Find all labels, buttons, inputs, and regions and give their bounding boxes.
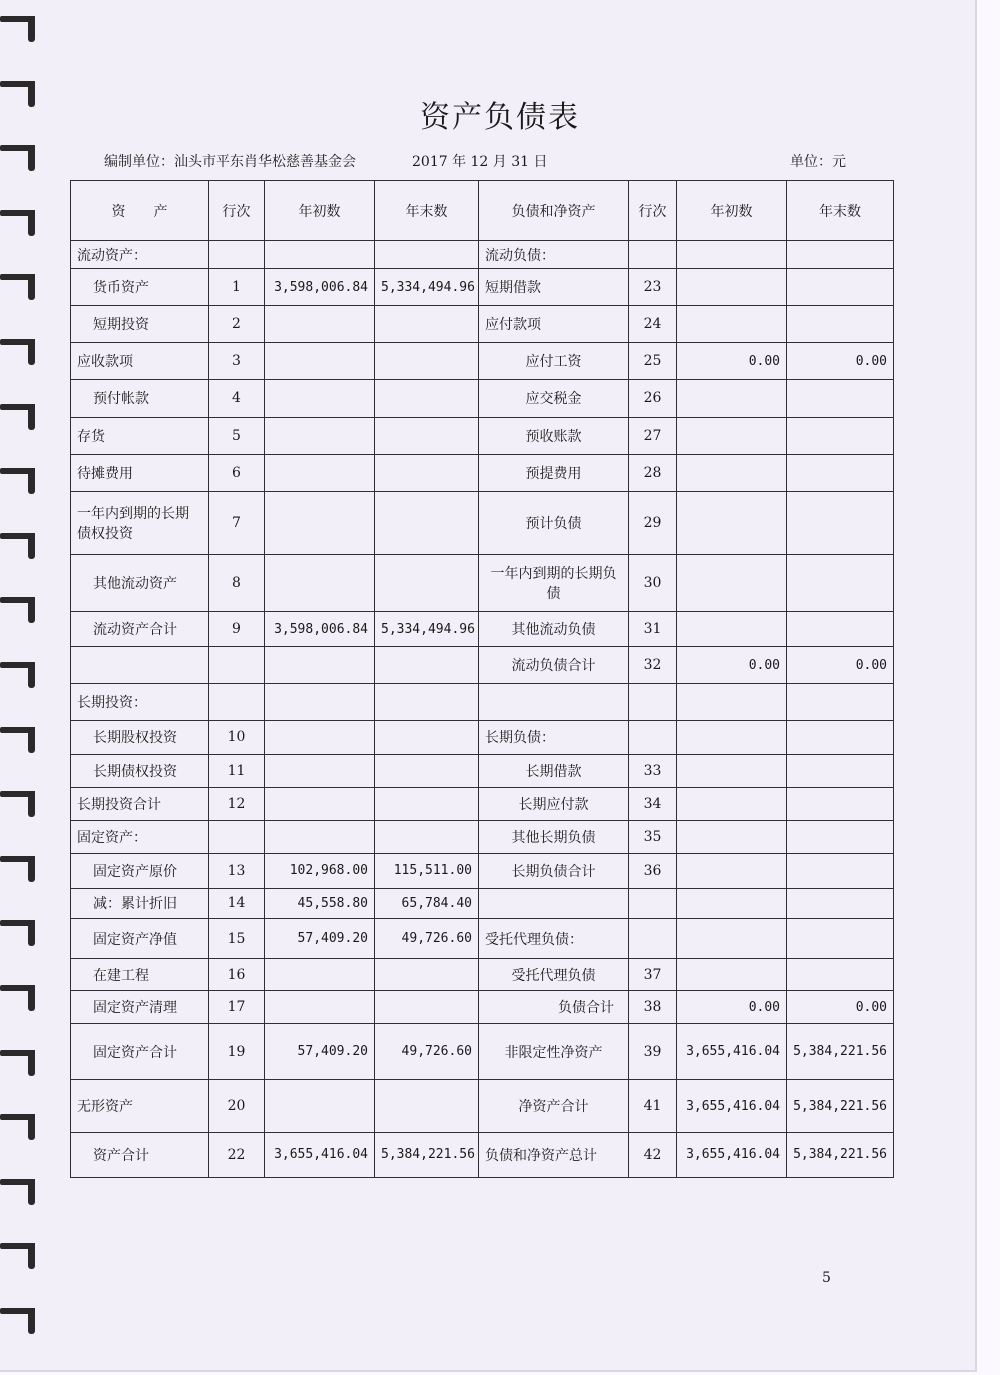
asset-end: 5,334,494.96 (375, 269, 479, 306)
liability-begin: 3,655,416.04 (677, 1080, 787, 1132)
liability-end (787, 417, 894, 454)
table-row (71, 417, 894, 454)
liability-begin (677, 684, 787, 721)
asset-row-no (209, 820, 265, 853)
table-row (71, 1132, 894, 1177)
asset-end (375, 754, 479, 787)
asset-label: 货币资产 (71, 269, 209, 306)
liability-end (787, 820, 894, 853)
asset-label: 资产合计 (71, 1132, 209, 1177)
asset-begin (265, 1080, 375, 1132)
liability-label: 非限定性净资产 (479, 1024, 629, 1080)
page-title: 资产负债表 (420, 100, 580, 135)
liability-begin (677, 959, 787, 991)
liability-row-no: 30 (629, 554, 677, 611)
liability-label (479, 684, 629, 721)
liability-begin (677, 820, 787, 853)
asset-row-no (209, 684, 265, 721)
binding-ring (0, 16, 36, 30)
asset-begin: 3,655,416.04 (265, 1132, 375, 1177)
asset-end (375, 554, 479, 611)
liability-label: 流动负债合计 (479, 647, 629, 684)
liability-row-no: 24 (629, 306, 677, 343)
binding-ring (0, 727, 36, 741)
asset-row-no: 19 (209, 1024, 265, 1080)
asset-begin (265, 491, 375, 554)
table-row (71, 754, 894, 787)
binding-ring (0, 404, 36, 418)
asset-row-no: 4 (209, 380, 265, 417)
header-liabilities: 负债和净资产 (479, 181, 629, 241)
asset-label: 流动资产合计 (71, 612, 209, 647)
spiral-binding (0, 0, 50, 1375)
header-end: 年末数 (787, 181, 894, 241)
liability-label: 受托代理负债： (479, 919, 629, 959)
liability-label: 预计负债 (479, 491, 629, 554)
liability-begin (677, 721, 787, 754)
liability-label: 长期应付款 (479, 787, 629, 820)
liability-row-no: 42 (629, 1132, 677, 1177)
liability-label: 应付款项 (479, 306, 629, 343)
asset-end: 49,726.60 (375, 919, 479, 959)
header-row-no: 行次 (209, 181, 265, 241)
liability-row-no: 26 (629, 380, 677, 417)
asset-label: 一年内到期的长期债权投资 (71, 491, 209, 554)
liability-begin (677, 754, 787, 787)
asset-label: 无形资产 (71, 1080, 209, 1132)
table-row (71, 721, 894, 754)
asset-begin: 3,598,006.84 (265, 612, 375, 647)
asset-row-no: 11 (209, 754, 265, 787)
liability-end (787, 787, 894, 820)
asset-end (375, 820, 479, 853)
liability-begin (677, 612, 787, 647)
liability-begin (677, 306, 787, 343)
binding-ring (0, 791, 36, 805)
asset-label: 固定资产原价 (71, 853, 209, 888)
liability-label: 流动负债： (479, 241, 629, 269)
header-end: 年末数 (375, 181, 479, 241)
binding-ring (0, 597, 36, 611)
asset-label: 在建工程 (71, 959, 209, 991)
binding-ring (0, 662, 36, 676)
asset-begin (265, 787, 375, 820)
asset-row-no: 6 (209, 454, 265, 491)
liability-end (787, 754, 894, 787)
liability-begin (677, 491, 787, 554)
liability-begin: 3,655,416.04 (677, 1132, 787, 1177)
asset-end (375, 454, 479, 491)
asset-label: 存货 (71, 417, 209, 454)
liability-end (787, 491, 894, 554)
binding-ring (0, 1243, 36, 1257)
asset-label: 应收款项 (71, 343, 209, 380)
asset-label: 短期投资 (71, 306, 209, 343)
asset-label: 固定资产： (71, 820, 209, 853)
binding-ring (0, 1179, 36, 1193)
asset-begin: 102,968.00 (265, 853, 375, 888)
liability-end: 0.00 (787, 991, 894, 1024)
asset-end: 49,726.60 (375, 1024, 479, 1080)
liability-label: 净资产合计 (479, 1080, 629, 1132)
asset-begin (265, 820, 375, 853)
header-assets: 资 产 (71, 181, 209, 241)
asset-label: 长期投资合计 (71, 787, 209, 820)
header-row-no: 行次 (629, 181, 677, 241)
asset-begin (265, 991, 375, 1024)
liability-row-no: 37 (629, 959, 677, 991)
asset-end (375, 787, 479, 820)
liability-label: 负债和净资产总计 (479, 1132, 629, 1177)
asset-row-no (209, 647, 265, 684)
liability-end (787, 306, 894, 343)
liability-label (479, 888, 629, 918)
asset-label: 固定资产净值 (71, 919, 209, 959)
liability-begin (677, 241, 787, 269)
liability-row-no (629, 919, 677, 959)
asset-row-no: 8 (209, 554, 265, 611)
liability-end (787, 612, 894, 647)
asset-end (375, 647, 479, 684)
asset-label: 待摊费用 (71, 454, 209, 491)
liability-label: 长期负债： (479, 721, 629, 754)
asset-row-no: 20 (209, 1080, 265, 1132)
liability-end (787, 721, 894, 754)
asset-begin (265, 647, 375, 684)
asset-begin: 57,409.20 (265, 1024, 375, 1080)
liability-label: 受托代理负债 (479, 959, 629, 991)
table-row (71, 554, 894, 611)
report-date: 2017 年 12 月 31 日 (412, 154, 548, 170)
asset-end: 5,384,221.56 (375, 1132, 479, 1177)
binding-ring (0, 920, 36, 934)
asset-row-no: 10 (209, 721, 265, 754)
liability-label: 应付工资 (479, 343, 629, 380)
asset-end: 5,334,494.96 (375, 612, 479, 647)
liability-label: 应交税金 (479, 380, 629, 417)
table-header-row (71, 181, 894, 241)
asset-end (375, 991, 479, 1024)
liability-end (787, 554, 894, 611)
table-row (71, 647, 894, 684)
table-row (71, 991, 894, 1024)
liability-end: 5,384,221.56 (787, 1132, 894, 1177)
asset-label: 固定资产清理 (71, 991, 209, 1024)
liability-begin: 0.00 (677, 991, 787, 1024)
asset-end (375, 684, 479, 721)
asset-label (71, 647, 209, 684)
liability-row-no: 38 (629, 991, 677, 1024)
liability-end (787, 241, 894, 269)
asset-row-no (209, 241, 265, 269)
asset-label: 减：累计折旧 (71, 888, 209, 918)
asset-end (375, 343, 479, 380)
table-row (71, 380, 894, 417)
liability-end: 0.00 (787, 647, 894, 684)
asset-begin (265, 959, 375, 991)
table-row (71, 491, 894, 554)
binding-ring (0, 1050, 36, 1064)
table-row (71, 343, 894, 380)
liability-end (787, 959, 894, 991)
asset-begin (265, 241, 375, 269)
binding-ring (0, 145, 36, 159)
liability-begin: 0.00 (677, 647, 787, 684)
liability-label: 长期借款 (479, 754, 629, 787)
asset-end: 115,511.00 (375, 853, 479, 888)
liability-label: 预收账款 (479, 417, 629, 454)
liability-row-no: 31 (629, 612, 677, 647)
liability-row-no (629, 684, 677, 721)
table-row (71, 853, 894, 888)
liability-end (787, 380, 894, 417)
liability-row-no: 25 (629, 343, 677, 380)
asset-end: 65,784.40 (375, 888, 479, 918)
liability-begin (677, 888, 787, 918)
table-row (71, 269, 894, 306)
binding-ring (0, 985, 36, 999)
liability-row-no: 36 (629, 853, 677, 888)
table-row (71, 1080, 894, 1132)
asset-label: 长期股权投资 (71, 721, 209, 754)
liability-end (787, 888, 894, 918)
binding-ring (0, 1114, 36, 1128)
liability-row-no: 35 (629, 820, 677, 853)
asset-row-no: 12 (209, 787, 265, 820)
table-row (71, 787, 894, 820)
liability-label: 其他长期负债 (479, 820, 629, 853)
liability-end (787, 684, 894, 721)
binding-ring (0, 1308, 36, 1322)
liability-row-no: 39 (629, 1024, 677, 1080)
liability-begin (677, 853, 787, 888)
asset-label: 预付帐款 (71, 380, 209, 417)
asset-begin: 45,558.80 (265, 888, 375, 918)
page-number: 5 (822, 1270, 831, 1286)
liability-end: 0.00 (787, 343, 894, 380)
liability-row-no (629, 721, 677, 754)
liability-end (787, 454, 894, 491)
asset-begin (265, 306, 375, 343)
liability-row-no: 34 (629, 787, 677, 820)
asset-row-no: 3 (209, 343, 265, 380)
asset-row-no: 5 (209, 417, 265, 454)
binding-ring (0, 210, 36, 224)
liability-row-no: 29 (629, 491, 677, 554)
binding-ring (0, 856, 36, 870)
asset-begin (265, 417, 375, 454)
asset-label: 长期投资： (71, 684, 209, 721)
liability-end (787, 269, 894, 306)
table-row (71, 888, 894, 918)
liability-label: 负债合计 (479, 991, 629, 1024)
asset-row-no: 14 (209, 888, 265, 918)
asset-row-no: 22 (209, 1132, 265, 1177)
asset-row-no: 13 (209, 853, 265, 888)
asset-row-no: 1 (209, 269, 265, 306)
table-row (71, 612, 894, 647)
liability-row-no: 27 (629, 417, 677, 454)
liability-begin (677, 454, 787, 491)
asset-end (375, 1080, 479, 1132)
liability-begin: 3,655,416.04 (677, 1024, 787, 1080)
reporting-entity: 编制单位：汕头市平东肖华松慈善基金会 (104, 154, 356, 170)
table-row (71, 306, 894, 343)
asset-end (375, 417, 479, 454)
liability-end: 5,384,221.56 (787, 1080, 894, 1132)
table-row (71, 1024, 894, 1080)
asset-label: 长期债权投资 (71, 754, 209, 787)
binding-ring (0, 339, 36, 353)
table-row (71, 820, 894, 853)
liability-row-no: 23 (629, 269, 677, 306)
liability-begin (677, 554, 787, 611)
liability-begin (677, 787, 787, 820)
asset-end (375, 491, 479, 554)
liability-end (787, 919, 894, 959)
asset-begin (265, 454, 375, 491)
binding-ring (0, 274, 36, 288)
asset-begin: 3,598,006.84 (265, 269, 375, 306)
asset-begin (265, 754, 375, 787)
liability-begin (677, 919, 787, 959)
asset-label: 固定资产合计 (71, 1024, 209, 1080)
asset-end (375, 380, 479, 417)
liability-row-no: 41 (629, 1080, 677, 1132)
binding-ring (0, 533, 36, 547)
currency-unit: 单位：元 (790, 154, 846, 170)
asset-begin (265, 721, 375, 754)
liability-label: 短期借款 (479, 269, 629, 306)
table-row (71, 919, 894, 959)
table-row (71, 959, 894, 991)
liability-begin (677, 380, 787, 417)
binding-ring (0, 468, 36, 482)
table-row (71, 684, 894, 721)
liability-label: 其他流动负债 (479, 612, 629, 647)
asset-end (375, 959, 479, 991)
asset-end (375, 306, 479, 343)
asset-row-no: 16 (209, 959, 265, 991)
header-begin: 年初数 (677, 181, 787, 241)
liability-row-no (629, 888, 677, 918)
asset-begin (265, 380, 375, 417)
liability-row-no: 28 (629, 454, 677, 491)
liability-begin (677, 417, 787, 454)
asset-begin (265, 554, 375, 611)
asset-label: 其他流动资产 (71, 554, 209, 611)
asset-row-no: 15 (209, 919, 265, 959)
liability-row-no: 32 (629, 647, 677, 684)
asset-begin (265, 684, 375, 721)
asset-end (375, 721, 479, 754)
asset-end (375, 241, 479, 269)
header-begin: 年初数 (265, 181, 375, 241)
asset-begin: 57,409.20 (265, 919, 375, 959)
liability-begin: 0.00 (677, 343, 787, 380)
balance-sheet-table (70, 180, 894, 1178)
asset-row-no: 9 (209, 612, 265, 647)
liability-end (787, 853, 894, 888)
liability-label: 一年内到期的长期负债 (479, 554, 629, 611)
table-row (71, 454, 894, 491)
table-row (71, 241, 894, 269)
liability-begin (677, 269, 787, 306)
liability-row-no: 33 (629, 754, 677, 787)
asset-row-no: 17 (209, 991, 265, 1024)
liability-label: 预提费用 (479, 454, 629, 491)
asset-row-no: 2 (209, 306, 265, 343)
asset-begin (265, 343, 375, 380)
asset-label: 流动资产： (71, 241, 209, 269)
asset-row-no: 7 (209, 491, 265, 554)
liability-label: 长期负债合计 (479, 853, 629, 888)
liability-end: 5,384,221.56 (787, 1024, 894, 1080)
liability-row-no (629, 241, 677, 269)
